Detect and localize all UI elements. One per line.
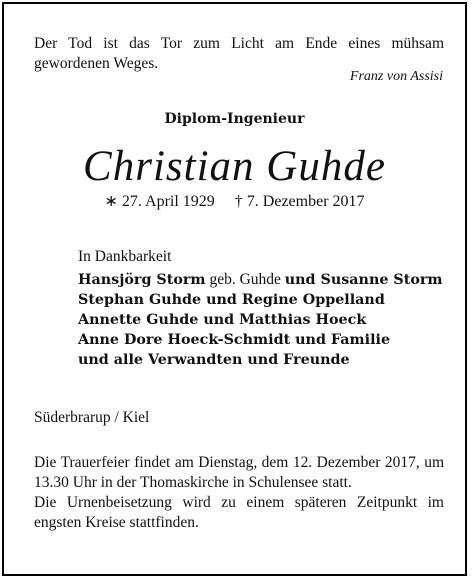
mourner-name: Hansjörg Storm — [78, 272, 206, 288]
epigraph-quote: Der Tod ist das Tor zum Licht am Ende eines mühsam gewordenen Weges. — [34, 35, 444, 72]
deceased-name: Christian Guhde — [83, 143, 386, 190]
burial-info: Die Urnenbeisetzung wird zu einem späteren Zeitpunkt im engsten Kreise stattfinden. — [34, 494, 444, 531]
mourner-line: Anne Dore Hoeck-Schmidt und Familie — [78, 332, 391, 348]
birth-date: ∗ 27. April 1929 — [104, 193, 215, 210]
deceased-title: Diplom-Ingenieur — [164, 111, 305, 127]
funeral-notice — [34, 453, 444, 533]
ceremony-info: Die Trauerfeier findet am Dienstag, dem 12. Dezember 2017, um 13.30 Uhr in der Thomaskirche in Schulensee statt. — [34, 454, 444, 491]
mourner-name: und Susanne Storm — [284, 272, 443, 288]
mourners-list — [78, 270, 458, 370]
death-date: † 7. Dezember 2017 — [234, 193, 365, 210]
place-line: Süderbrarup / Kiel — [34, 409, 150, 426]
mourner-line: Annette Guhde und Matthias Hoeck — [78, 312, 367, 328]
mourner-maiden-name: geb. Guhde — [205, 271, 285, 288]
mourners-label: In Dankbarkeit — [78, 248, 172, 265]
life-dates — [4, 191, 465, 211]
mourner-line — [78, 270, 458, 290]
mourner-line: Stephan Guhde und Regine Oppelland — [78, 292, 385, 308]
quote-author: Franz von Assisi — [349, 69, 443, 84]
mourner-line: und alle Verwandten und Freunde — [78, 352, 350, 368]
obituary-frame — [2, 2, 467, 576]
